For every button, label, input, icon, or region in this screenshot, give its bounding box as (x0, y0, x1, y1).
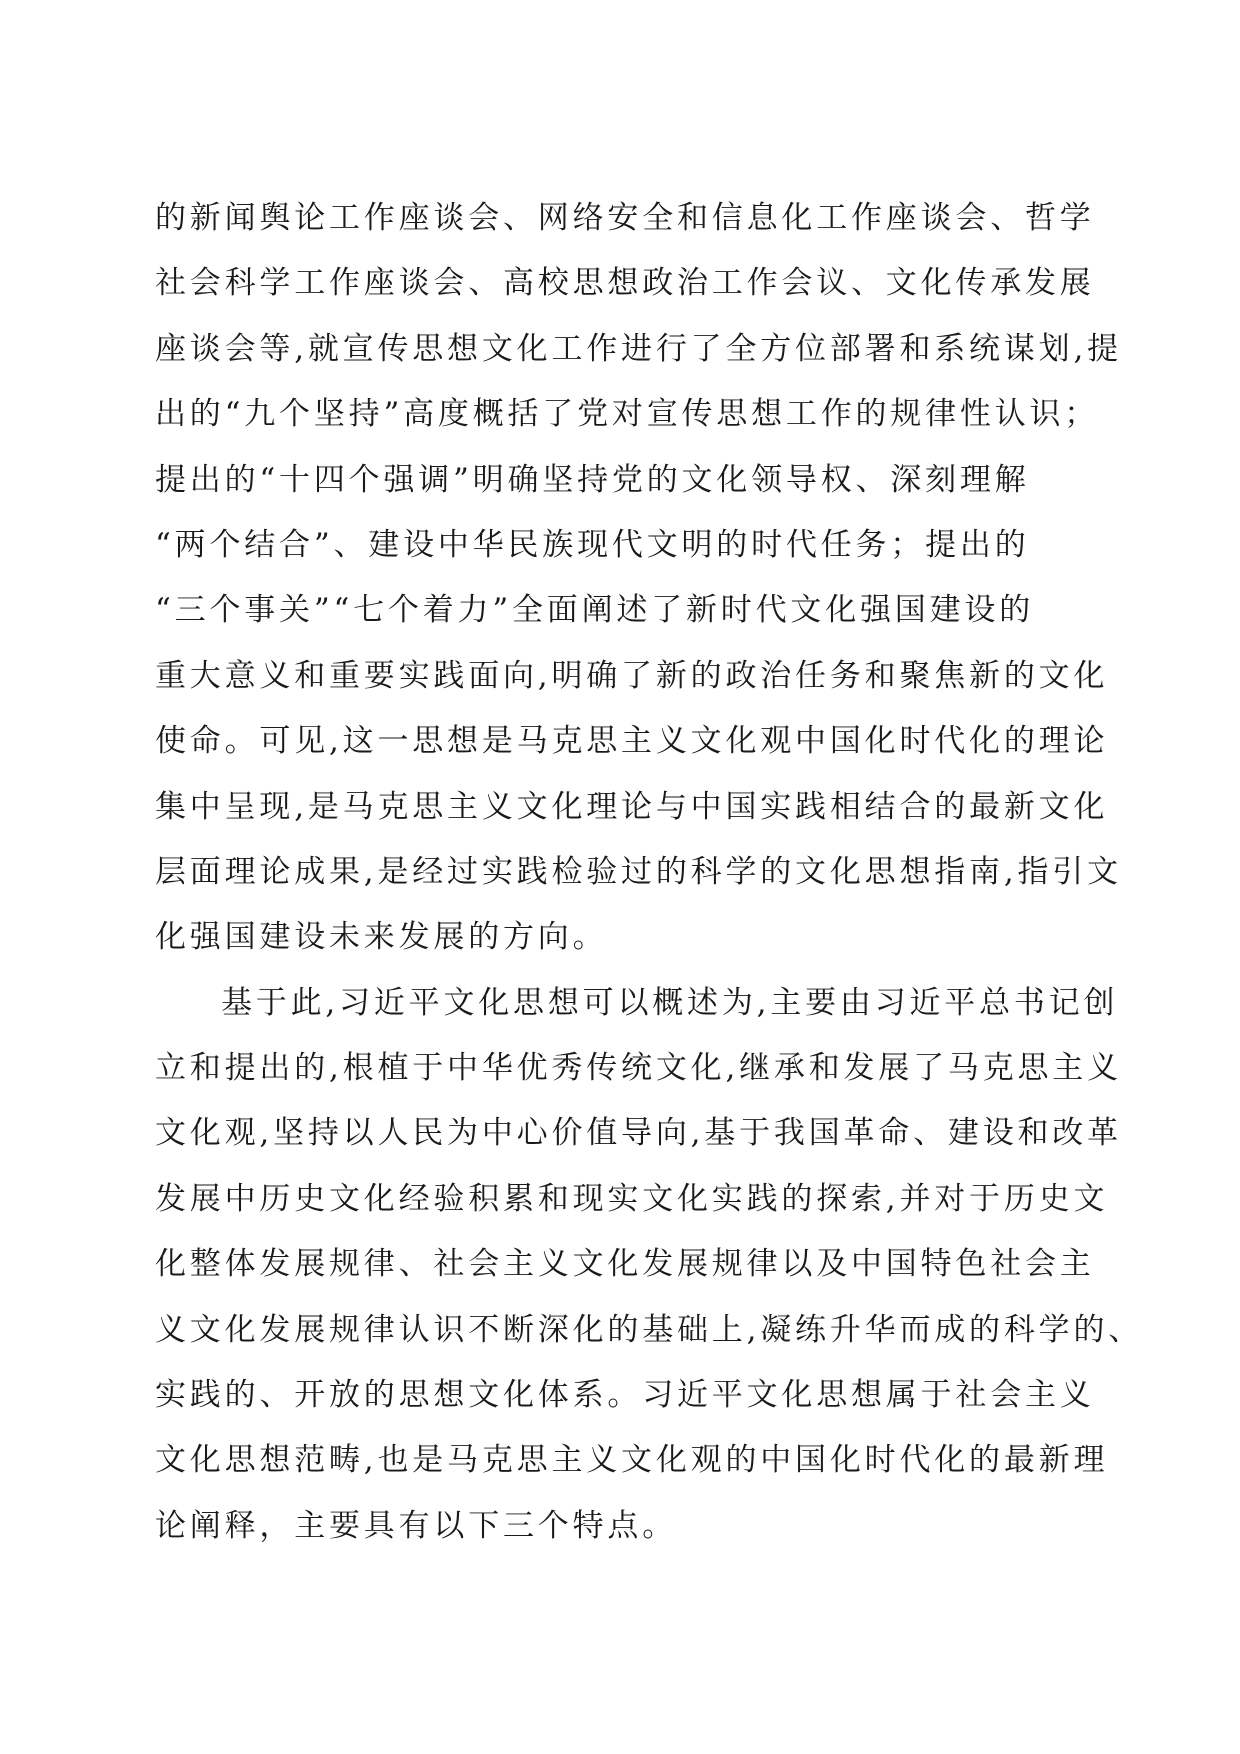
text-line: 论阐释，主要具有以下三个特点。 (155, 1507, 677, 1544)
text-line: 化强国建设未来发展的方向。 (155, 919, 608, 956)
text-line: 使命。可见,这一思想是马克思主义文化观中国化时代化的理论 (155, 723, 1109, 760)
text-line: 化整体发展规律、社会主义文化发展规律以及中国特色社会主 (155, 1246, 1095, 1283)
text-line: 出的“九个坚持”高度概括了党对宣传思想工作的规律性认识； (155, 396, 1100, 433)
text-line: 发展中历史文化经验积累和现实文化实践的探索,并对于历史文 (155, 1180, 1109, 1217)
text-line: 立和提出的,根植于中华优秀传统文化,继承和发展了马克思主义 (155, 1050, 1122, 1087)
text-line: “三个事关”“七个着力”全面阐述了新时代文化强国建设的 (155, 592, 1034, 629)
text-line: 集中呈现,是马克思主义文化理论与中国实践相结合的最新文化 (155, 788, 1109, 825)
text-line: “两个结合”、建设中华民族现代文明的时代任务；提出的 (155, 526, 1030, 563)
text-line: 层面理论成果,是经过实践检验过的科学的文化思想指南,指引文 (155, 853, 1122, 890)
text-line: 文化思想范畴,也是马克思主义文化观的中国化时代化的最新理 (155, 1442, 1109, 1479)
text-line: 的新闻舆论工作座谈会、网络安全和信息化工作座谈会、哲学 (155, 200, 1095, 236)
body-text (155, 186, 1144, 1559)
text-line: 实践的、开放的思想文化体系。习近平文化思想属于社会主义 (155, 1377, 1095, 1414)
text-line: 提出的“十四个强调”明确坚持党的文化领导权、深刻理解 (155, 461, 1030, 498)
paragraph-start-line: 基于此,习近平文化思想可以概述为,主要由习近平总书记创 (221, 984, 1119, 1021)
text-line: 文化观,坚持以人民为中心价值导向,基于我国革命、建设和改革 (155, 1115, 1122, 1152)
text-line: 社会科学工作座谈会、高校思想政治工作会议、文化传承发展 (155, 265, 1095, 302)
text-line: 义文化发展规律认识不断深化的基础上,凝练升华而成的科学的、 (155, 1311, 1144, 1348)
text-line: 重大意义和重要实践面向,明确了新的政治任务和聚焦新的文化 (155, 657, 1109, 694)
text-line: 座谈会等,就宣传思想文化工作进行了全方位部署和系统谋划,提 (155, 330, 1122, 367)
